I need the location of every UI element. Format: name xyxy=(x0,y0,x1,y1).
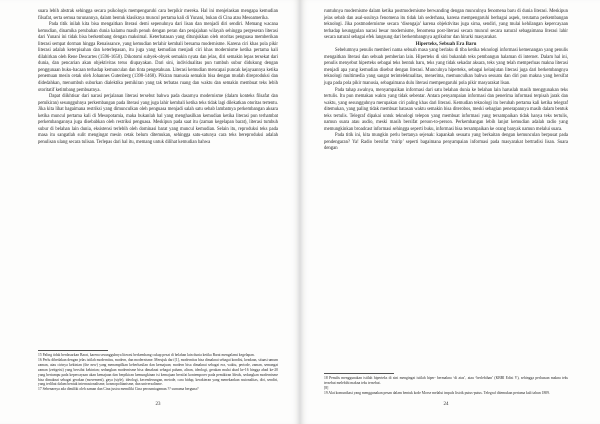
footnote-rule xyxy=(324,373,394,374)
left-footnotes xyxy=(38,350,278,392)
footnote: 15 Paling tidak berdasarkan Barat, karena sesungguhnya literasi berkembang cukup pesat di belahan lain dunia ketika Barat mengalami kegelapan. xyxy=(38,353,255,357)
section-heading: Hiperteks, Sebuah Era Baru xyxy=(415,41,477,47)
paragraph: Sebelumnya penulis memberi nama sebuah masa yang berlaku di tiba ketika teknologi informasi kemenangan yang penulis mengaitkan literasi dan sebuah pemberian lain. Hiperteks di sini bukanlah teks pembangun halaman di internet. Dalam hal ini, penulis menyebut hiperteks sebagai teks bentuk baru, teks yang tidak sekadar aksara, teks yang telah memperluas makna literasi menjadi apa yang kemudian disebut dengan literasi. Munculnya hiperteks, sebagai kelanjutan literasi juga dari berkembangnya teknologi multimedia yang sangat terintelektualitas, menerima, memunculkan bahwa sesuatu dan diri pun makna yang bersifat juga pada pola pikir manusia, sebagaimana dulu literasi mempengaruhi pola pikir masyarakat lisan. xyxy=(324,48,568,87)
paragraph: Dapat diikhtisar dari narasi perjalanan literasi tersebut bahwa pada dasarnya modernisme (dalam konteks filsafat dan pemikiran) sesungguhnya perkembangan pada literasi yang juga lahir kembali ketika teks tidak lagi dilekatkan otoritas tertentu. Jika kita lihat bagaimana restriksi yang dimunculkan oleh penguasa menjadi salah satu sebab lambatnya perkembangan aksara ketika muncul pertama kali di Mesopotamia, maka bukanlah hal yang menghasilkan kemudian ketika literasi pun terhambat perkembangannya juga disebabkan oleh restriksi penguasa. Meskipun pada saat itu (zaman kegelapan barat), literasi tumbuh subur di belahan lain dunia, eksistensi terlebih oleh dominasi barat yang muncul kemudian. Selain itu, reproduksi teks pada masa itu sangatlah sulit mengingat mesin cetak belum ditemukan, sehingga satu-satunya cara teks bereproduksi adalah penulisan ulang secara tulisan. Terlepas dari hal itu, memang untuk dilihat kemudian bahwa xyxy=(38,94,278,145)
footnote-rule xyxy=(38,350,108,351)
footnote: [8] xyxy=(324,385,329,390)
footnote: 19 Alat komunikasi yang menggunakan pesan dalam bentuk kode Morse melalui impuls listrik putus-putus. Telegraf ditemukan pertama kali tahun 1809. xyxy=(324,390,550,395)
paragraph: suara lebih abstrak sehingga secara psikologis mempengaruhi cara berpikir mereka. Hal ini menjelaskan mengapa kemudian filsafat, serta semua turunannya, dalam bentuk klasiknya muncul pertama kali di Yunani, bukan di Cina atau Mesoamerika. xyxy=(38,9,278,21)
footnote: 16 Perlu dibedakan dengan jelas istilah modernitas, modern, dan modernisme. Merujuk dari [1], modernitas bisa dimaknai sebagai kondisi, keadaan, situasi umum zaman, atau cirinya kekinian (the new) yang menampilkan keberhasilan dan kemajuan; modern bisa dimaknai sebagai era, waktu, periode, zaman, semangat zaman (zeitgeist) yang bersifat kekinian; sedangkan modernisme bisa dimaknai sebagai paham, aliran, ideologi, gerakan mulai abad ke-16 hingga abad ke-20 yang bertumpu pada kepercayaan akan kemajuan dan berpikiran kemungkinan isi kemajuan bersifat kontemporer pada pemikiran Ideals, sedangkan modernisme bisa dimaknai sebagai gerakan (movement), gaya (style), ideologi, kecenderungan, metode, cara hidup, kerakteran yang menekankan rasionalitas, diri, sendiri, yang terlihat dalam bentuk internasionalisme, kosmopolitanisme, dan universalisme. xyxy=(38,357,278,387)
right-page xyxy=(300,0,600,424)
paragraph: Pada titik inilah kita bisa mengaitkan literasi demi sepenuhnya dari lisan dan menjadi diri sendiri. Memang wacana kemudian, dinamika perubahan dunia kalamu masih penuh dengan peran dan penjajahan wilayah sehingga pergeseran literasi dari Yunani ini tidak bisa berkembang dengan maksimal. Keterbatasan yang ditunjukkan oleh otoritas penguasa memberikan literasi sempat dorman hingga Renaissance, yang kemudian terlahir kembali bersama modernisme. Karena ciri khas pola pikir literasi adalah keterpisahan dan keterlepasan, itu juga yang kemudian menjadi ciri khas modernisme ketika pertama kali dilahirkan oleh Rene Descartes (1596-1650). Dikotomi subyek-obyek semakin nyata dan jelas, diri semakin lepas tersekat dari dunia, dan pencarian akan objektivitas terus diupayakan. Dari sini, individualitas pun tumbuh subur didukung dengan penggunaan buku-bacaan terhadap kemunculan dan tinta pengetahuan. Literasi kemudian mencapai puncak kejayaannya ketika penemuan mesin cetak oleh Johannes Gutenberg (1398-1468). Pikiran manusia semakin bisa dengan mudah direproduksi dan didedahkan, menumbuh suburkan dialektika pemikiran yang tak terbatas ruang dan waktu dan semakin membuat teks lebih otoritatif ketimbang pembuatnya. xyxy=(38,22,278,93)
paragraph: Pada tahap awalnya, menyampaikan informasi dari satu belahan dunia ke belahan lain haruslah masih menggunakan teks tertulis. Itu pun memakan waktu yang tidak sebentar. Antara penyampaian informasi dan penerima informasi terpisah jarak dan waktu, yang sesungguhnya merupakan ciri paling khas dari literasi. Kemudian teknologi itu berubah pertama kali ketika telegraf ditemukan, yang paling tidak membuat batasan waktu semakin bisa diterobos, meski sebagian penerapannya masih dalam bentuk teks tertulis. Telegraf dipakai untuk teknologi telepon yang membuat informasi yang tersampaikan tidak hanya teks tertulis, namun suara atau audio, meski masih bersifat person-to-person. Perkembangan lebih lanjut kemudian adalah radio yang memungkinkan broadcast informasi sehingga seperti buku, informasi bisa tersampaikan ke orang banyak namun melalui suara. xyxy=(324,87,568,132)
left-page-body xyxy=(38,9,278,146)
right-footnotes xyxy=(324,373,568,396)
paragraph: runtuhnya modernisme dalam ketika postmodernisme berwanding dengan munculnya fenomena baru di dunia literasi. Meskipun jelas sebab dan asal-usulnya fenomena itu tidak lah sederhana, karena mempengaruhi berbagai aspek, terutama perkembangan teknologi. Jika postmodernisme secara ‘disengaja’ karena objektivitas juga sirna, sendiri, yang mulai kehilangan kepercayaan terhadap keunggulan narasi besar modernisme, fenomena post-literasi secara muncul secara natural sebagaimana literasi lahir secara natural sebagai efek langsung dari berkembangnya agrikultur dan hirarki masyarakat. xyxy=(324,9,568,41)
paragraph: Pada titik ini, kita mungkin perlu bertanya sejenak: kapankah sesuatu yang berkaitan dengan kemunculan berpusat pada pendengaran? Ya! Radio bersifat ‘mirip’ seperti bagaimana penyampaian informasi pada masyarakat bertradisi lisan. Suara dengan xyxy=(324,133,568,152)
page-number: 24 xyxy=(443,402,449,407)
page-number: 23 xyxy=(155,402,161,407)
footnote: 18 Penulis menggunakan istilah hiperteks di sini mengingat istilah hiper- bermakna ‘di atas’, atau ‘berlebihan’ (KBBI Edisi V), sehingga perluasan makna teks tersebut melebihi makna teks tersebut. xyxy=(324,376,568,385)
right-page-body xyxy=(324,9,568,153)
footnote: 17 Sebenarnya ada dimiliki oleh zaman dan Cina justru memiliki Cina peroumiagaman.?? surnama berguna? xyxy=(38,387,199,392)
